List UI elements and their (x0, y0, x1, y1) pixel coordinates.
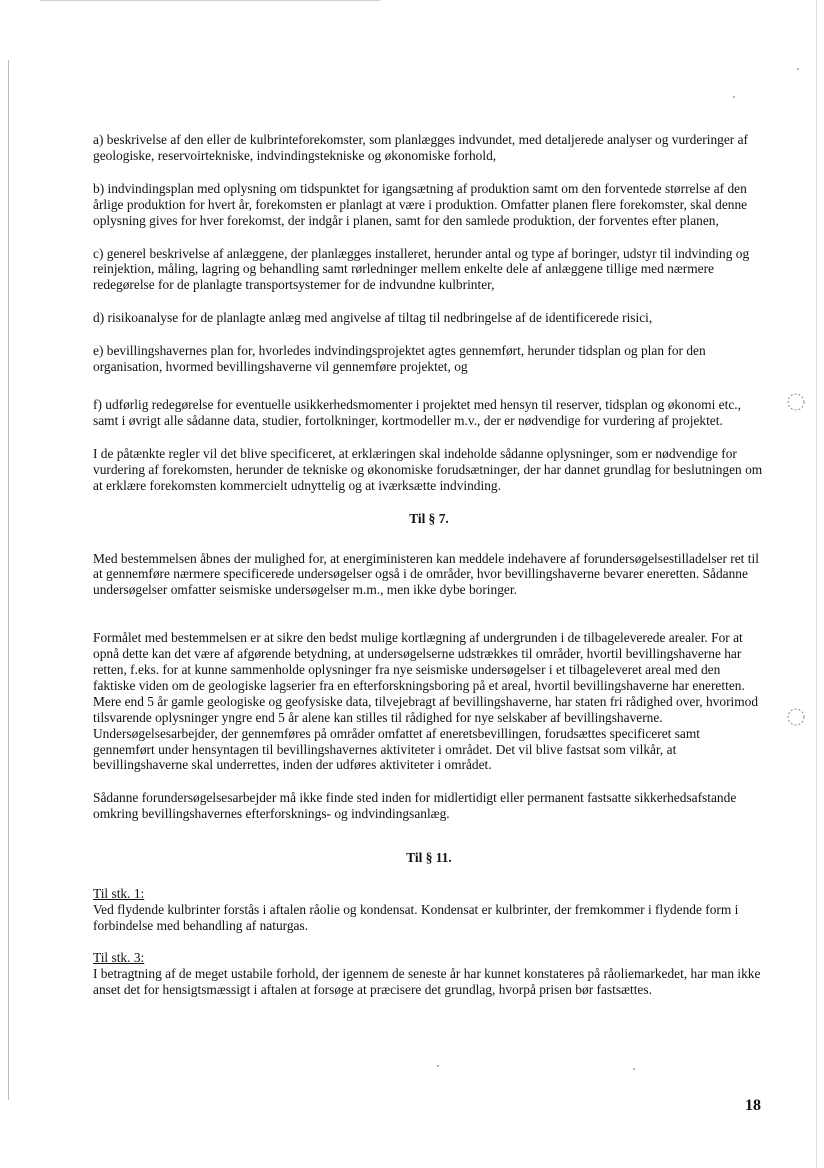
scan-speck (733, 96, 735, 98)
scan-speck (797, 68, 799, 70)
section7-paragraph-3: Sådanne forundersøgelsesarbejder må ikke finde sted inden for midlertidigt eller permanent fastsatte sikkerhedsafstande omkring bevillingshavernes efterforsknings- og indvindingsanlæg. (93, 790, 737, 822)
punch-hole-icon (785, 390, 807, 414)
punch-hole-icon (785, 705, 807, 729)
stk-1-text: Ved flydende kulbrinter forstås i aftalen råolie og kondensat. Kondensat er kulbrinter, der fremkommer i flydende form i forbindelse med behandling af naturgas. (93, 902, 739, 933)
document-body (93, 132, 765, 1014)
paragraph-c: c) generel beskrivelse af anlæggene, der planlægges installeret, herunder antal og type af boringer, udstyr til indvinding og reinjektion, måling, lagring og behandling samt rørledninger mellem enkelte dele af anlæggene tillige med nærmere redegørelse for de planlagte transportsystemer for de indvundne kulbrinter, (93, 245, 750, 293)
stk-3-text: I betragtning af de meget ustabile forhold, der igennem de seneste år har kunnet konstateres på råoliemarkedet, har man ikke anset det for hensigtsmæssigt i aftalen at forsøge at præcisere det grundlag, hvorpå prisen bør fastsættes. (93, 965, 761, 997)
stk-3-block (93, 950, 765, 998)
paragraph-summary: I de påtænkte regler vil det blive specificeret, at erklæringen skal indeholde sådanne oplysninger, som er nødvendige for vurdering af forekomsten, herunder de tekniske og økonomiske forudsætninger, der har dannet grundlag for beslutningen om at erklære forekomsten kommercielt udnyttelig og at iværksætte indvinding. (93, 445, 763, 493)
section7-paragraph-2: Formålet med bestemmelsen er at sikre den bedst mulige kortlægning af undergrunden i de tilbageleverede arealer. For at opnå dette kan det være af afgørende betydning, at undersøgelserne udstrækkes til områder, hvortil bevillingshaverne har retten, f.eks. for at kunne sammenholde oplysninger fra nye seismiske undersøgelser i et tilbageleveret areal med den faktiske viden om de geologiske lagserier fra en efterforskningsboring på et areal, hvortil bevillingshaverne har eneretten. Mere end 5 år gamle geologiske og geofysiske data, tilvejebragt af bevillingshaverne, har staten fri rådighed over, hvorimod tilsvarende oplysninger yngre end 5 år alene kan stilles til rådighed for nye selskaber af bevillingshaverne. Undersøgelsesarbejder, der gennemføres på områder omfattet af eneretsbevillingen, forudsættes specificeret samt gennemført under hensyntagen til bevillingshavernes aktiviteter i området. Det vil blive fastsat som vilkår, at bevillingshaverne skal underrettes, inden der udføres aktiviteter i området. (93, 630, 759, 773)
stk-1-label: Til stk. 1: (93, 886, 145, 902)
paragraph-b: b) indvindingsplan med oplysning om tidspunktet for igangsætning af produktion samt om den forventede størrelse af den årlige produktion for hvert år, forekomsten er planlagt at være i produktion. Omfatter planen flere forekomster, skal denne oplysning gives for hver forekomst, der indgår i planen, samt for den samlede produktion, der forventes efter planen, (93, 180, 748, 228)
paragraph-a: a) beskrivelse af den eller de kulbrinteforekomster, som planlægges indvundet, med detaljerede analyser og vurderinger af geologiske, reservoirtekniske, indvindingstekniske og økonomiske forhold, (93, 132, 748, 163)
section-heading-11: Til § 11. (406, 850, 452, 866)
paragraph-d: d) risikoanalyse for de planlagte anlæg med angivelse af tiltag til nedbringelse af de identificerede risici, (93, 310, 653, 326)
paragraph-f: f) udførlig redegørelse for eventuelle usikkerhedsmomenter i projektet med hensyn til reserver, tidsplan og økonomi etc., samt i øvrigt alle sådanne data, studier, fortolkninger, kortmodeller m.v., der er nødvendige for vurdering af projektet. (93, 396, 741, 428)
scan-speck (437, 1065, 439, 1067)
paragraph-e: e) bevillingshavernes plan for, hvorledes indvindingsprojektet agtes gennemført, herunder tidsplan og plan for den organisation, hvormed bevillingshaverne vil gennemføre projektet, og (93, 343, 706, 375)
scan-edge-top (40, 0, 380, 1)
scan-speck (633, 1068, 635, 1070)
page-number: 18 (745, 1097, 761, 1114)
section-heading-7: Til § 7. (409, 510, 449, 526)
scan-edge-right (816, 0, 817, 1168)
scan-edge-left (8, 60, 9, 1100)
section7-paragraph-1: Med bestemmelsen åbnes der mulighed for, at energiministeren kan meddele indehavere af forundersøgelsestilladelser ret til at gennemføre nærmere specificerede undersøgelser også i de områder, hvor bevillingshaverne bevarer eneretten. Sådanne undersøgelser omfatter seismiske undersøgelser m.m., men ikke dybe boringer. (93, 550, 759, 598)
stk-1-block (93, 886, 765, 934)
stk-3-label: Til stk. 3: (93, 949, 145, 965)
